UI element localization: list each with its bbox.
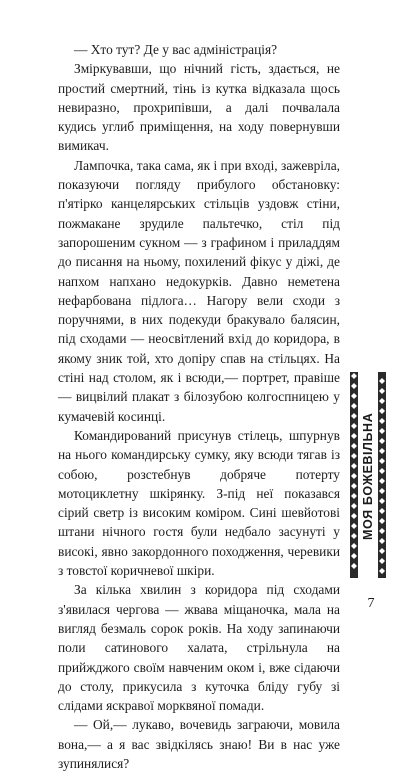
- body-text: [58, 40, 340, 773]
- ornament-left-icon: [350, 372, 358, 578]
- page-number: 7: [367, 596, 375, 611]
- ornament-right-icon: [378, 372, 386, 578]
- paragraph: Зміркувавши, що нічний гість, здається, не простий смертний, тінь із кутка відказала щось невиразно, прохрипівши, а далі почвалала кудись углиб приміщення, на ходу повернувши вимикач.: [58, 61, 340, 154]
- side-title-strip: [350, 370, 386, 590]
- paragraph: — Хто тут? Де у вас адміністрація?: [74, 42, 278, 57]
- paragraph: Командирований присунув стілець, шпурнув на нього командирську сумку, яку всюди тягав із собою, розстебнув добряче потерту мотоциклетну шкірянку. З-під неї показався сірий светр із високим коміром. Сині шевйотові штани нічного гостя були недбало засунуті у високі, явно закордонного походження, черевики з товстої коричневої шкіри.: [58, 427, 340, 579]
- paragraph: Лампочка, така сама, як і при вході, зажевріла, показуючи погляду прибулого обстановку: п'ятірко канцелярських стільців уздовж стіни, пожмакане зрудиле пальтечко, стіл під запорошеним сукном — з графином і приладдям до писання на ньому, похилений фікус у діжі, де напхом напхано недокурків. Давно неметена нефарбована підлога… Нагору вели сходи з поручнями, в них подекуди бракувало балясин, під сходами — неосвітлений вхід до коридора, в якому зник той, хто допіру спав на стільцях. На стіні над столом, як і всюди,— портрет, правіше — вицвілий плакат з білозубою колгоспницею у кумачевій косинці.: [58, 157, 340, 424]
- paragraph: За кілька хвилин з коридора під сходами з'явилася чергова — жвава міщаночка, мала на вигляд безмаль сорок років. На ходу запинаючи поли сатинового халата, стрільнула на прийжджого своїм навченим оком і, вже сідаючи до столу, прикусила з куточка бліду губу зі слідами яскравої морквяної помади.: [58, 582, 340, 714]
- side-title: МОЯ БОЖЕВІЛЬНА: [361, 412, 375, 540]
- paragraph: — Ой,— лукаво, вочевидь заграючи, мовила вона,— а я вас звідкілясь знаю! Ви в нас уже зупинялися?: [58, 717, 340, 771]
